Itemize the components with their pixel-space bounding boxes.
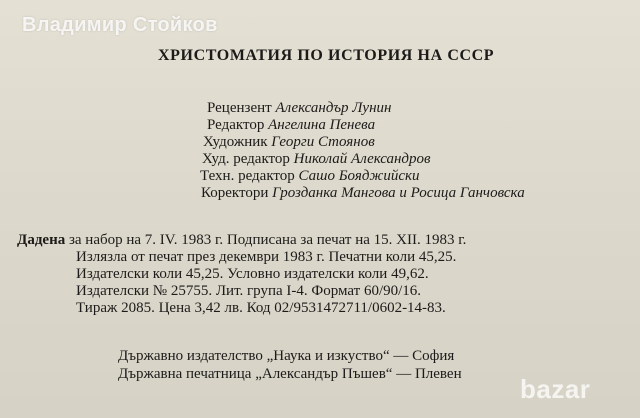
imprint-line-1: Дадена за набор на 7. IV. 1983 г. Подписана за печат на 15. XII. 1983 г.: [17, 232, 467, 248]
imprint-line-3: Издателски коли 45,25. Условно издателски коли 49,62.: [76, 266, 429, 282]
credit-line-artist: Художник Георги Стоянов: [203, 134, 375, 150]
credit-line-reviewer: Рецензент Александър Лунин: [207, 100, 392, 116]
printer-line: Държавна печатница „Александър Пъшев“ — Плевен: [118, 366, 462, 382]
imprint-line-4: Издателски № 25755. Лит. група I-4. Формат 60/90/16.: [76, 283, 422, 299]
bazar-logo: bazar: [520, 374, 591, 404]
credit-line-editor: Редактор Ангелина Пенева: [207, 117, 376, 133]
credit-line-tech-editor: Техн. редактор Сашо Бояджийски: [200, 168, 420, 184]
credit-line-art-editor: Худ. редактор Николай Александров: [202, 151, 431, 167]
credit-line-proofreaders: Коректори Грозданка Мангова и Росица Ганчовска: [201, 185, 525, 201]
book-title: ХРИСТОМАТИЯ ПО ИСТОРИЯ НА СССР: [158, 47, 495, 64]
imprint-line-2: Излязла от печат през декември 1983 г. Печатни коли 45,25.: [76, 249, 457, 265]
publisher-line: Държавно издателство „Наука и изкуство“ — София: [118, 348, 455, 364]
watermark-text: Владимир Стойков: [22, 14, 218, 36]
imprint-line-5: Тираж 2085. Цена 3,42 лв. Код 02/9531472711/0602-14-83.: [76, 300, 446, 316]
